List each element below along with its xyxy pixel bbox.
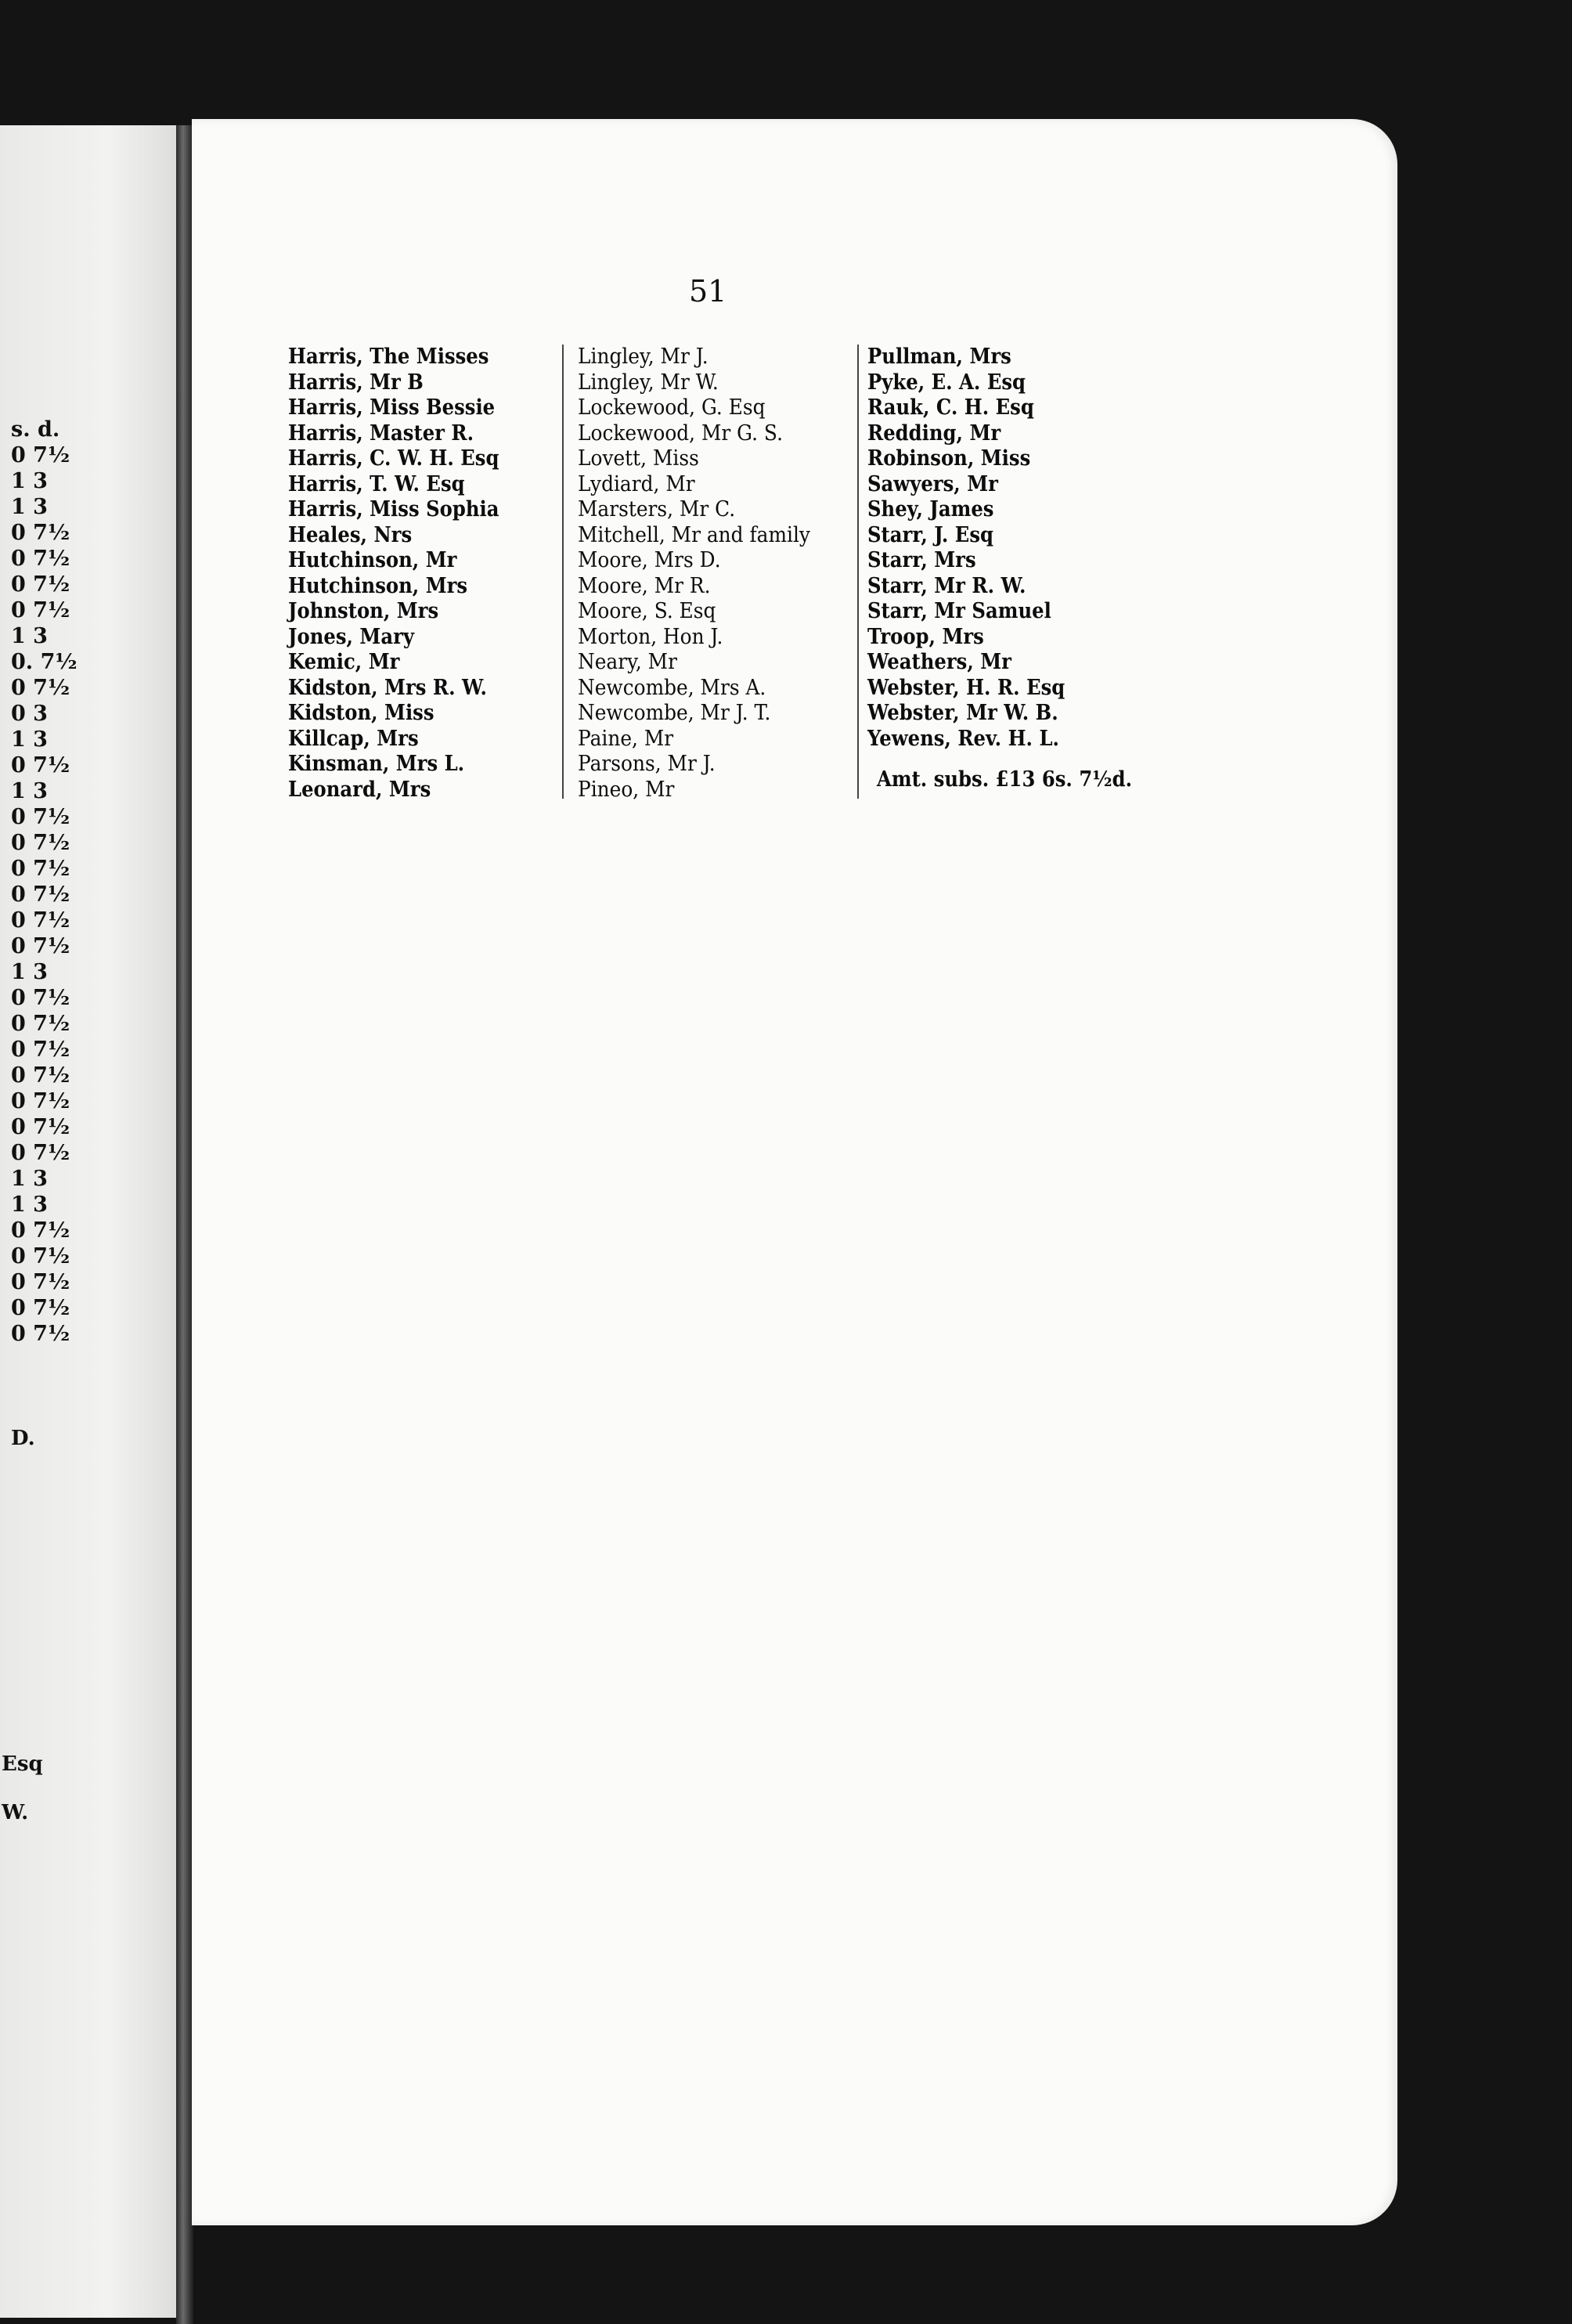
subscriber-name: Paine, Mr [578,726,674,751]
subscriber-name: Yewens, Rev. H. L. [867,726,1060,751]
subscriber-name: Newcombe, Mr J. T. [578,701,771,725]
subscriber-column-2 [578,345,810,803]
subscriber-name: Pineo, Mr [578,777,675,802]
subscriber-name: Lockewood, G. Esq [578,395,766,420]
left-page-amount: 1 3 [11,495,48,519]
left-page-amount: 0 7½ [11,1141,70,1165]
subscriber-name: Johnston, Mrs [288,599,439,623]
column-divider-1 [562,345,564,799]
subscriber-name: Harris, T. W. Esq [288,471,465,496]
subscriber-name: Shey, James [867,497,994,521]
subscriber-name: Redding, Mr [867,420,1001,446]
subscriber-name: Kidston, Mrs R. W. [288,675,487,700]
subscriber-name: Hutchinson, Mr [288,548,457,572]
page-number: 51 [689,274,727,309]
subscriber-name: Jones, Mary [288,624,415,649]
subscriber-name: Troop, Mrs [867,624,984,649]
subscriber-column-3 [867,345,1065,752]
column-divider-2 [857,345,859,799]
left-page-amount: 0 7½ [11,908,70,933]
left-page-amount: 1 3 [11,779,48,803]
left-page-amount: 0 7½ [11,1218,70,1243]
left-page-d-label: D. [11,1427,35,1450]
left-page-amount: 0 7½ [11,572,70,597]
subscriber-name: Kinsman, Mrs L. [288,752,465,776]
subscriber-name: Moore, Mrs D. [578,548,721,572]
subscriber-name: Parsons, Mr J. [578,752,716,776]
subscriber-name: Starr, J. Esq [867,522,994,547]
left-page-amount: 0 7½ [11,1012,70,1036]
subscriber-name: Moore, Mr R. [578,573,711,598]
left-page-amount: 0 7½ [11,934,70,958]
subscriber-name: Pullman, Mrs [867,345,1011,369]
left-page-amount: 0 7½ [11,882,70,907]
left-page-amount: 0 7½ [11,1089,70,1113]
left-page-amount: 0 7½ [11,547,70,571]
subscriber-name: Starr, Mr Samuel [867,599,1051,623]
subscriber-name: Moore, S. Esq [578,599,716,623]
subscriber-name: Heales, Nrs [288,522,413,547]
left-page-amount: 0 7½ [11,857,70,881]
subscriber-name: Lockewood, Mr G. S. [578,420,783,446]
left-page-w-label: W. [2,1801,29,1824]
left-page-header: s. d. [11,417,60,442]
subscriber-name: Harris, C. W. H. Esq [288,446,499,471]
left-page-amount: 1 3 [11,727,48,752]
left-page-amount: 0 7½ [11,831,70,855]
subscriber-name: Newcombe, Mrs A. [578,675,766,700]
left-page-amount: 0 7½ [11,1244,70,1268]
subscriber-name: Robinson, Miss [867,446,1031,471]
subscriber-name: Starr, Mr R. W. [867,573,1026,598]
left-page-amount: 0 7½ [11,598,70,622]
subscriber-name: Harris, Master R. [288,420,474,446]
subscriber-name: Leonard, Mrs [288,777,431,802]
subscriber-name: Neary, Mr [578,650,677,674]
left-page-amounts [11,417,89,1347]
left-page-amount: 0 7½ [11,1270,70,1294]
subscriber-name: Starr, Mrs [867,548,976,572]
left-page-amount: 1 3 [11,624,48,648]
subscriber-name: Rauk, C. H. Esq [867,395,1034,420]
left-page-amount: 1 3 [11,960,48,984]
subscriber-name: Mitchell, Mr and family [578,522,810,547]
subscriber-name: Webster, H. R. Esq [867,675,1065,700]
subscriber-name: Lovett, Miss [578,446,699,471]
subscriber-name: Weathers, Mr [867,650,1011,674]
subscriber-name: Kidston, Miss [288,701,434,725]
left-page-esq-label: Esq [2,1752,43,1776]
subscriber-name: Harris, Mr B [288,370,424,395]
left-page-amount: 0. 7½ [11,650,78,674]
book-spine [176,125,193,2324]
left-page-amount: 0 7½ [11,986,70,1010]
subscriber-name: Pyke, E. A. Esq [867,370,1026,395]
left-page-amount: 0 7½ [11,1038,70,1062]
left-page-amount: 0 7½ [11,1063,70,1088]
amount-subscribed: Amt. subs. £13 6s. 7½d. [877,767,1133,792]
left-page-amount: 0 7½ [11,1322,70,1346]
subscriber-name: Lydiard, Mr [578,471,695,496]
subscriber-name: Webster, Mr W. B. [867,701,1058,725]
subscriber-name: Morton, Hon J. [578,624,723,649]
subscriber-column-1 [288,345,499,803]
left-page-amount: 0 7½ [11,521,70,545]
subscriber-name: Hutchinson, Mrs [288,573,468,598]
left-page-amount: 0 7½ [11,753,70,778]
subscriber-name: Harris, Miss Sophia [288,497,499,521]
subscriber-name: Lingley, Mr J. [578,345,708,369]
subscriber-name: Marsters, Mr C. [578,497,736,521]
subscriber-name: Killcap, Mrs [288,726,419,751]
left-page-amount: 0 7½ [11,1296,70,1320]
left-page-amount: 1 3 [11,1193,48,1217]
subscriber-name: Kemic, Mr [288,650,400,674]
left-page-amount: 0 7½ [11,1115,70,1139]
subscriber-name: Lingley, Mr W. [578,370,719,395]
left-page-amount: 0 7½ [11,443,70,467]
subscriber-name: Harris, The Misses [288,345,489,369]
subscriber-name: Sawyers, Mr [867,471,998,496]
left-page-amount: 1 3 [11,1167,48,1191]
left-page-amount: 0 3 [11,702,48,726]
left-page-amount: 0 7½ [11,805,70,829]
left-page-amount: 1 3 [11,469,48,493]
subscriber-name: Harris, Miss Bessie [288,395,496,420]
left-page-amount: 0 7½ [11,676,70,700]
